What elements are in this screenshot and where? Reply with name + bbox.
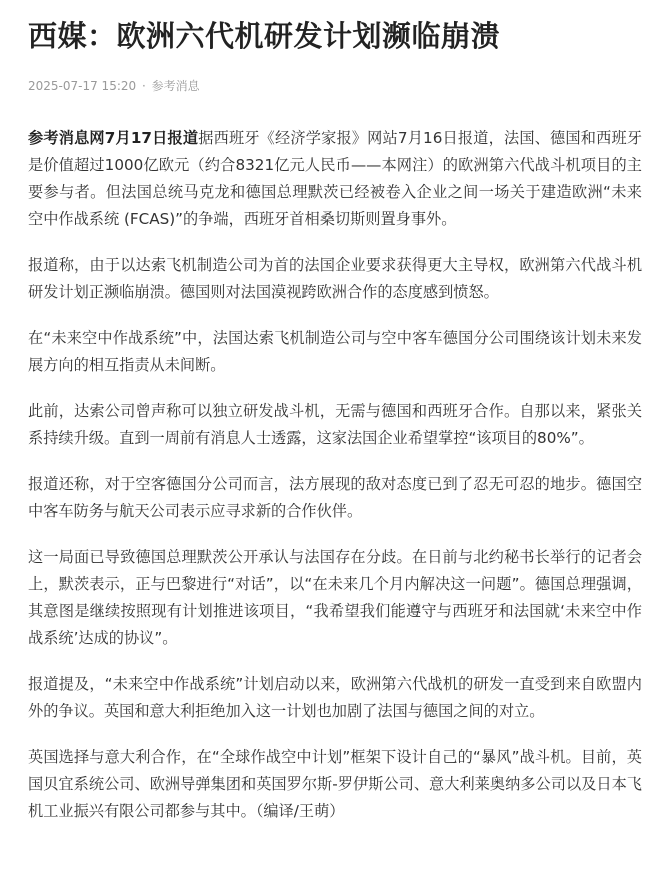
paragraph-6: 这一局面已导致德国总理默茨公开承认与法国存在分歧。在日前与北约秘书长举行的记者会上，默茨表示，正与巴黎进行“对话”，以“在未来几个月内解决这一问题”。德国总理强调，其意图是继续按照现有计划推进该项目，“我希望我们能遵守与西班牙和法国就‘未来空中作战系统’达成的协议”。 [28, 548, 642, 647]
article-body [28, 125, 642, 825]
dateline: 参考消息网7月17日报道 [28, 129, 199, 147]
paragraph-5: 报道还称，对于空客德国分公司而言，法方展现的敌对态度已到了忍无可忍的地步。德国空中客车防务与航天公司表示应寻求新的合作伙伴。 [28, 475, 642, 520]
paragraph-1 [28, 125, 642, 233]
paragraph-3: 在“未来空中作战系统”中，法国达索飞机制造公司与空中客车德国分公司围绕该计划未来发展方向的相互指责从未间断。 [28, 329, 642, 374]
meta-separator: · [141, 79, 146, 93]
paragraph-7: 报道提及，“未来空中作战系统”计划启动以来，欧洲第六代战机的研发一直受到来自欧盟内外的争议。英国和意大利拒绝加入这一计划也加剧了法国与德国之间的对立。 [28, 675, 642, 720]
publish-date: 2025-07-17 15:20 [28, 79, 137, 93]
paragraph-1-text: 据西班牙《经济学家报》网站7月16日报道，法国、德国和西班牙是价值超过1000亿欧元（约合8321亿元人民币——本网注）的欧洲第六代战斗机项目的主要参与者。但法国总统马克龙和德国总理默茨已经被卷入企业之间一场关于建造欧洲“未来空中作战系统 (FCAS)”的争端，西班牙首相桑切斯则置身事外。 [28, 129, 643, 228]
paragraph-2: 报道称，由于以达索飞机制造公司为首的法国企业要求获得更大主导权，欧洲第六代战斗机研发计划正濒临崩溃。德国则对法国漠视跨欧洲合作的态度感到愤怒。 [28, 256, 642, 301]
article-meta [28, 78, 642, 94]
paragraph-8: 英国选择与意大利合作，在“全球作战空中计划”框架下设计自己的“暴风”战斗机。目前，英国贝宜系统公司、欧洲导弹集团和英国罗尔斯-罗伊斯公司、意大利莱奥纳多公司以及日本飞机工业振兴有限公司都参与其中。（编译/王萌） [28, 748, 642, 820]
source-name[interactable]: 参考消息 [151, 79, 200, 93]
article-title: 西媒：欧洲六代机研发计划濒临崩溃 [28, 19, 501, 53]
paragraph-4: 此前，达索公司曾声称可以独立研发战斗机，无需与德国和西班牙合作。自那以来，紧张关系持续升级。直到一周前有消息人士透露，这家法国企业希望掌控“该项目的80%”。 [28, 402, 642, 447]
